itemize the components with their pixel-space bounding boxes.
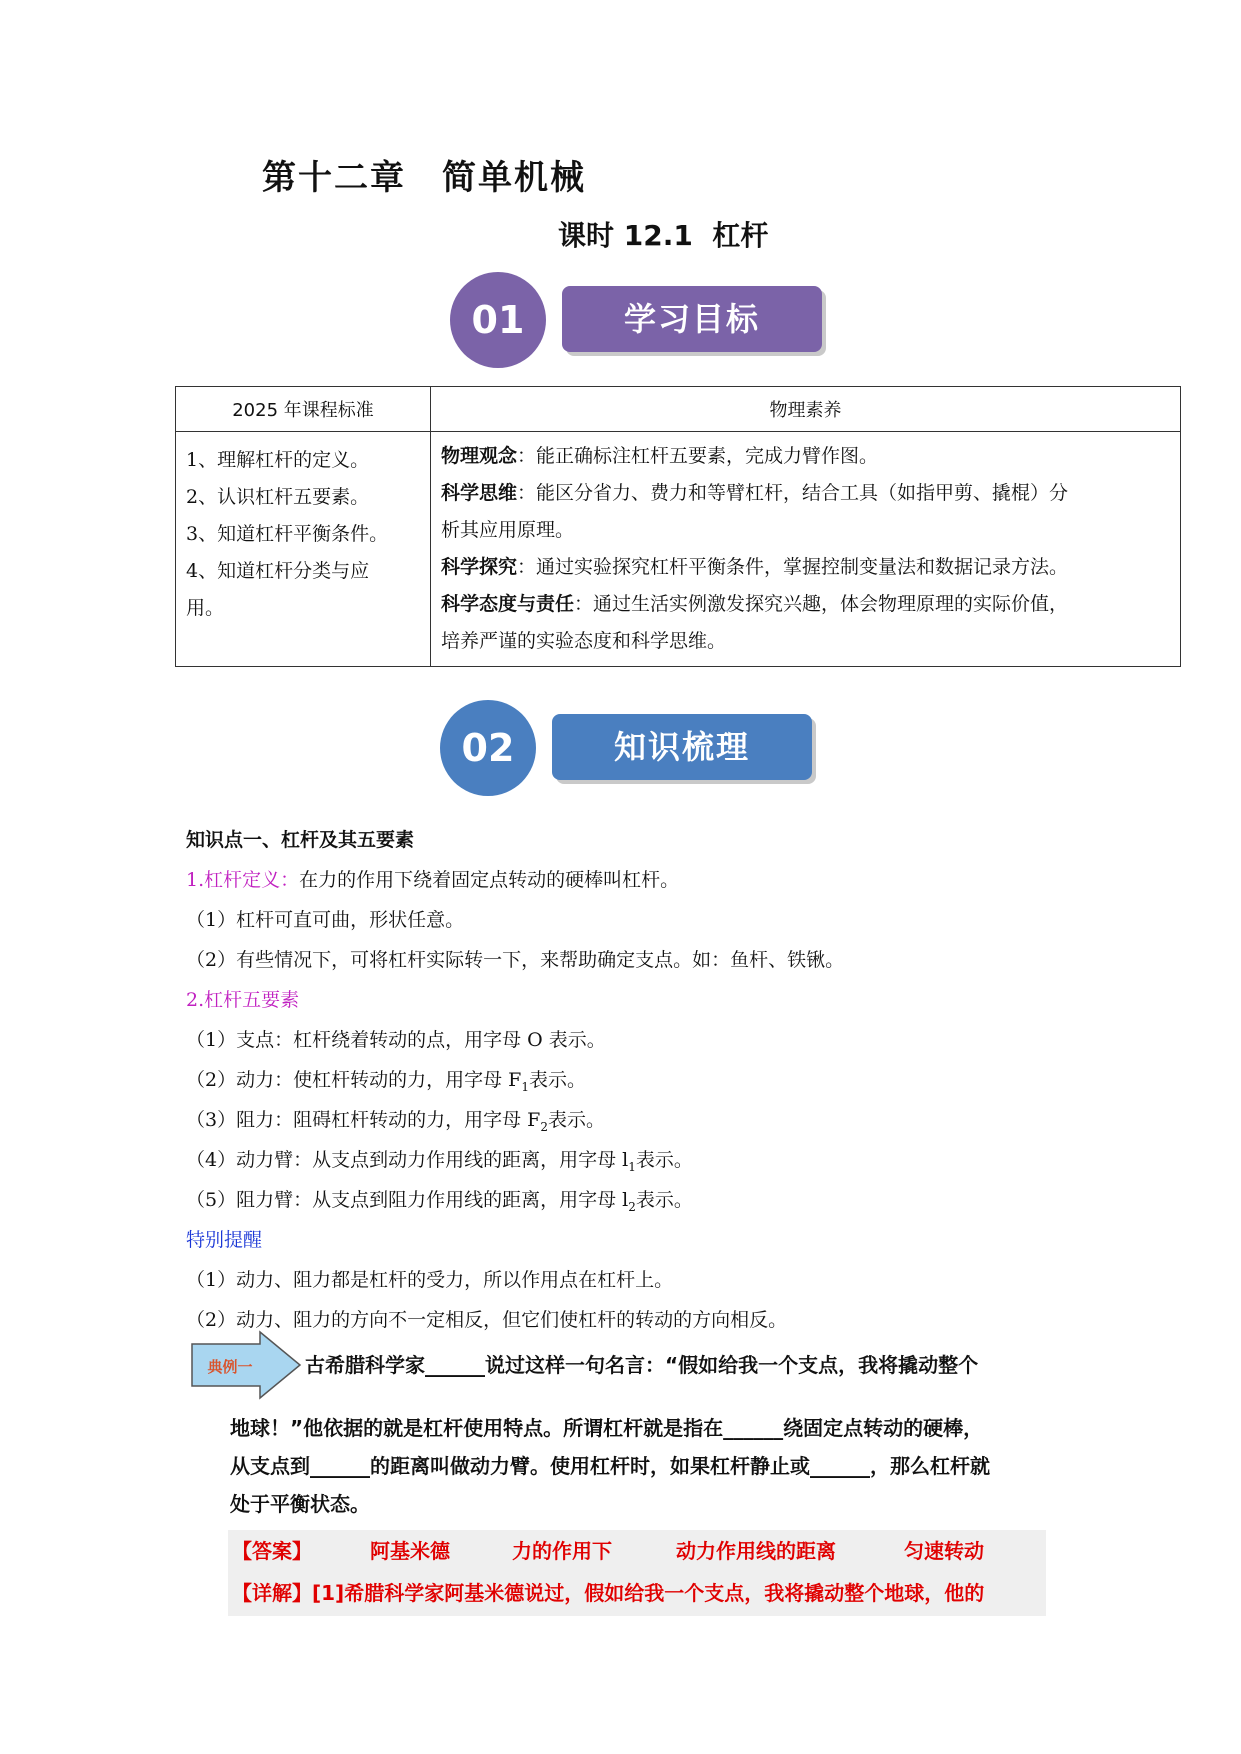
list-item: 物理观念：能正确标注杠杆五要素，完成力臂作图。 xyxy=(441,445,879,467)
tip-line: （2）动力、阻力的方向不一定相反，但它们使杠杆的转动的方向相反。 xyxy=(186,1309,788,1331)
tip-line: （1）动力、阻力都是杠杆的受力，所以作用点在杠杆上。 xyxy=(186,1269,674,1291)
list-item: 用。 xyxy=(186,597,225,619)
chapter-title: 第十二章 简单机械 xyxy=(262,158,586,198)
list-item: 培养严谨的实验态度和科学思维。 xyxy=(441,630,727,652)
table-header-literacy: 物理素养 xyxy=(431,387,1181,432)
list-item: 析其应用原理。 xyxy=(441,519,575,541)
answer-item: 动力作用线的距离 xyxy=(676,1539,836,1563)
answer-item: 力的作用下 xyxy=(512,1539,612,1563)
five-elements-title: 2.杠杆五要素 xyxy=(186,989,300,1011)
definition-line: 1.杠杆定义：在力的作用下绕着固定点转动的硬棒叫杠杆。 xyxy=(186,869,680,891)
list-item: 4、知道杠杆分类与应 xyxy=(186,560,370,582)
question-line: 处于平衡状态。 xyxy=(230,1492,370,1516)
banner-number: 02 xyxy=(461,726,515,770)
section-banner-knowledge xyxy=(440,700,830,800)
example-tag xyxy=(190,1330,302,1400)
element-resistance-arm: （5）阻力臂：从支点到阻力作用线的距离，用字母 $l_2$表示。 xyxy=(186,1189,693,1214)
list-item: 科学探究：通过实验探究杠杆平衡条件，掌握控制变量法和数据记录方法。 xyxy=(441,556,1069,578)
banner-label: 学习目标 xyxy=(623,300,760,338)
list-item: 1、理解杠杆的定义。 xyxy=(186,449,370,471)
list-item: 2、认识杠杆五要素。 xyxy=(186,486,370,508)
definition-note: （2）有些情况下，可将杠杆实际转一下，来帮助确定支点。如：鱼杆、铁锹。 xyxy=(186,949,845,971)
list-item: 3、知道杠杆平衡条件。 xyxy=(186,523,389,545)
definition-note: （1）杠杆可直可曲，形状任意。 xyxy=(186,909,465,931)
lesson-title: 课时 12.1 杠杆 xyxy=(558,219,769,252)
section-banner-learning-goals xyxy=(450,272,840,372)
knowledge-point-title: 知识点一、杠杆及其五要素 xyxy=(186,829,415,851)
tip-title: 特别提醒 xyxy=(186,1229,263,1251)
detail-line: 【详解】[1]希腊科学家阿基米德说过，假如给我一个支点，我将撬动整个地球，他的 xyxy=(232,1581,985,1605)
list-item: 科学态度与责任：通过生活实例激发探究兴趣，体会物理原理的实际价值， xyxy=(441,593,1069,615)
list-item: 科学思维：能区分省力、费力和等臂杠杆，结合工具（如指甲剪、撬棍）分 xyxy=(441,482,1069,504)
answer-item: 阿基米德 xyxy=(370,1539,450,1563)
element-effort-arm: （4）动力臂：从支点到动力作用线的距离，用字母 $l_1$表示。 xyxy=(186,1149,693,1174)
element-resistance: （3）阻力：阻碍杠杆转动的力，用字母 $F_2$表示。 xyxy=(186,1109,605,1134)
banner-label: 知识梳理 xyxy=(613,728,750,766)
literacy-list xyxy=(431,432,1181,667)
answer-label: 【答案】 xyxy=(232,1539,312,1563)
knowledge-content xyxy=(186,820,1066,1340)
element-effort: （2）动力：使杠杆转动的力，用字母 $F_1$表示。 xyxy=(186,1069,586,1094)
question-line: 古希腊科学家______说过这样一句名言：“假如给我一个支点，我将撬动整个 xyxy=(305,1353,979,1377)
banner-number: 01 xyxy=(471,298,525,342)
standards-table xyxy=(175,386,1181,667)
question-line: 地球！”他依据的就是杠杆使用特点。所谓杠杆就是指在______绕固定点转动的硬棒， xyxy=(230,1416,984,1440)
table-header-standard: 2025 年课程标准 xyxy=(176,387,431,432)
answer-item: 匀速转动 xyxy=(904,1539,984,1563)
example-tag-label: 典例一 xyxy=(207,1358,253,1376)
question-line: 从支点到______的距离叫做动力臂。使用杠杆时，如果杠杆静止或______，那么杠杆就 xyxy=(230,1454,990,1478)
element-fulcrum: （1）支点：杠杆绕着转动的点，用字母 O 表示。 xyxy=(186,1029,606,1051)
standard-list xyxy=(176,432,431,667)
